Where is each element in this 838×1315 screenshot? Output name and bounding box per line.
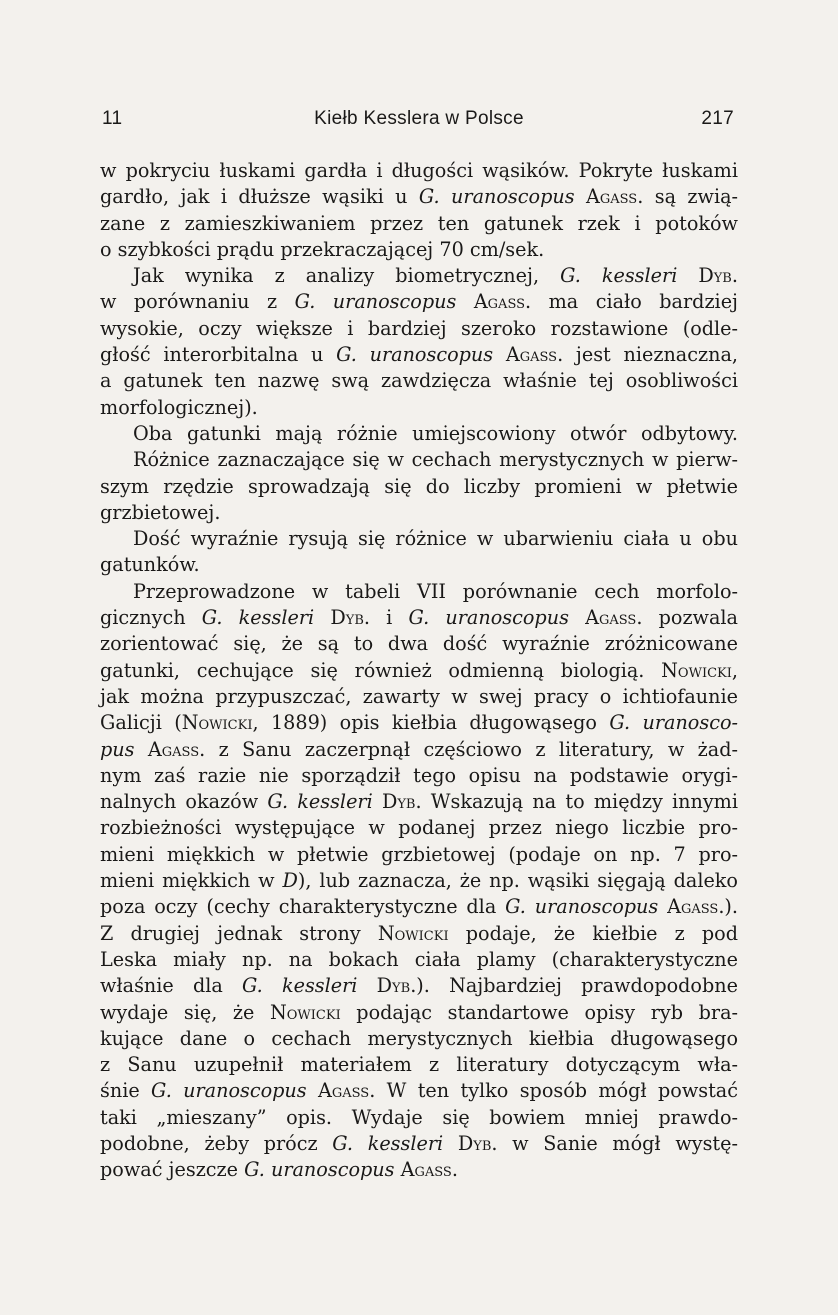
species-name: G. uranoscopus xyxy=(336,343,494,367)
text-run: rozbieżności występujące w podanej przez niego liczbie pro- xyxy=(100,816,738,840)
text-line xyxy=(100,894,738,920)
text-line xyxy=(100,211,738,237)
text-run xyxy=(575,185,586,208)
text-run: śnie xyxy=(100,1079,152,1103)
text-run: Galicji ( xyxy=(100,711,182,735)
text-line xyxy=(100,1052,738,1078)
text-run: wysokie, oczy większe i bardziej szeroko rozstawione (odle- xyxy=(100,316,738,340)
text-run: grzbietowej. xyxy=(100,500,221,524)
text-run: nalnych okazów xyxy=(100,790,268,814)
text-run: kujące dane o cechach merystycznych kiełbia długowąsego xyxy=(100,1026,738,1050)
text-run xyxy=(443,1132,458,1155)
text-line xyxy=(100,184,738,210)
text-run xyxy=(677,264,698,287)
text-line xyxy=(100,737,738,763)
author-name: Dyb xyxy=(330,606,364,630)
text-run xyxy=(658,895,667,918)
text-run: w porównaniu z xyxy=(100,290,295,314)
text-line xyxy=(100,868,738,894)
text-run: podaje, że kiełbie z pod xyxy=(448,921,738,945)
species-name: G. kessleri xyxy=(332,1131,444,1155)
text-run: głość interorbitalna u xyxy=(100,343,337,367)
text-line xyxy=(100,368,738,394)
text-run: .). Najbardziej prawdopodobne xyxy=(410,974,738,998)
text-run: Przeprowadzone w tabeli VII porównanie cech morfolo- xyxy=(133,579,738,603)
author-name: Dyb xyxy=(381,790,416,814)
text-run: Oba gatunki mają różnie umiejscowiony otwór odbytowy. xyxy=(133,421,738,445)
text-run: a gatunek ten nazwę swą zawdzięcza właśnie tej osobliwości xyxy=(100,369,738,393)
text-run: mieni miękkich w xyxy=(100,869,283,893)
text-line xyxy=(100,710,738,736)
text-line xyxy=(100,421,738,447)
species-name: G. uranoscopus xyxy=(408,606,569,630)
text-run: , 1889) opis kiełbia długowąsego xyxy=(252,711,610,735)
text-line xyxy=(100,1026,738,1052)
text-run: . W ten tylko sposób mógł powstać xyxy=(369,1079,738,1103)
text-run: morfologicznej). xyxy=(100,395,258,419)
text-run: gatunków. xyxy=(100,553,200,577)
text-line xyxy=(100,1105,738,1131)
text-run: zane z zamieszkiwaniem przez ten gatunek rzek i potoków xyxy=(100,211,738,235)
species-name: G. uranosco- xyxy=(609,711,738,735)
text-run: w pokryciu łuskami gardła i długości wąsików. Pokryte łuskami xyxy=(100,159,738,182)
text-line xyxy=(100,1078,738,1104)
text-run: gatunki, cechujące się również odmienną biologią. xyxy=(100,658,662,682)
text-run xyxy=(569,606,585,629)
text-run: . z Sanu zaczerpnął częściowo z literatury, w żad- xyxy=(199,737,738,761)
author-name: Agass xyxy=(505,343,558,367)
page-number: 217 xyxy=(701,108,734,129)
species-name: D xyxy=(282,869,298,893)
text-line xyxy=(100,658,738,684)
text-line xyxy=(100,158,738,184)
text-line xyxy=(100,789,738,815)
text-line xyxy=(100,579,738,605)
text-run: o szybkości prądu przekraczającej 70 cm/sek. xyxy=(100,237,545,261)
text-run: , xyxy=(731,658,738,682)
author-name: Agass xyxy=(147,737,200,761)
text-run: Z drugiej jednak strony xyxy=(100,921,378,945)
text-run xyxy=(357,974,376,997)
text-run: . xyxy=(451,1158,458,1182)
text-run: gardło, jak i dłuższe wąsiki u xyxy=(100,185,419,209)
text-run: . i xyxy=(363,606,409,630)
text-run: Leska miały np. na bokach ciała plamy (charakterystyczne xyxy=(100,947,738,971)
text-run: taki „mieszany” opis. Wydaje się bowiem mniej prawdo- xyxy=(100,1105,738,1129)
text-run: mieni miękkich w płetwie grzbietowej (podaje on np. 7 pro- xyxy=(100,842,738,866)
text-run: poza oczy (cechy charakterystyczne dla xyxy=(100,895,506,919)
text-run: . są zwią- xyxy=(637,185,739,209)
text-line xyxy=(100,289,738,315)
text-run: wydaje się, że xyxy=(100,1000,270,1024)
author-name: Agass xyxy=(400,1158,452,1182)
author-name: Agass xyxy=(667,895,719,919)
species-name: G. kessleri xyxy=(201,606,315,630)
text-line xyxy=(100,342,738,368)
text-run: ), lub zaznacza, że np. wąsiki sięgają daleko xyxy=(297,869,738,893)
text-line xyxy=(100,1000,738,1026)
species-name: G. uranoscopus xyxy=(244,1158,395,1182)
species-name: G. uranoscopus xyxy=(151,1079,307,1103)
species-name: G. kessleri xyxy=(242,974,358,998)
text-line xyxy=(100,552,738,578)
text-run xyxy=(456,290,473,313)
text-run: pować jeszcze xyxy=(100,1158,245,1182)
species-name: pus xyxy=(100,737,135,761)
text-run: Jak wynika z analizy biometrycznej, xyxy=(133,264,561,288)
text-run: podając standartowe opisy ryb bra- xyxy=(340,1000,738,1024)
text-run: .). xyxy=(718,895,738,919)
text-run xyxy=(135,738,148,761)
author-name: Nowicki xyxy=(181,711,253,735)
text-line xyxy=(100,526,738,552)
species-name: G. kessleri xyxy=(267,790,373,814)
author-name: Nowicki xyxy=(269,1000,341,1024)
text-run xyxy=(314,606,330,629)
text-line xyxy=(100,500,738,526)
text-run: szym rzędzie sprowadzają się do liczby promieni w płetwie xyxy=(100,474,738,498)
running-title: Kiełb Kesslera w Polsce xyxy=(314,108,524,129)
text-line xyxy=(100,921,738,947)
text-line xyxy=(100,763,738,789)
text-line xyxy=(100,605,738,631)
text-run: . w Sanie mógł wystę- xyxy=(491,1131,738,1155)
author-name: Agass xyxy=(586,185,638,209)
text-line xyxy=(100,631,738,657)
text-run xyxy=(307,1079,318,1102)
text-run xyxy=(373,790,382,813)
text-run: . ma ciało bardziej xyxy=(525,290,739,314)
text-run: z Sanu uzupełnił materiałem z literatury dotyczącym wła- xyxy=(100,1053,738,1077)
text-run: Dość wyraźnie rysują się różnice w ubarwieniu ciała u obu xyxy=(133,527,738,551)
species-name: G. uranoscopus xyxy=(505,895,659,919)
text-line xyxy=(100,947,738,973)
text-run: zorientować się, że są to dwa dość wyraźnie zróżnicowane xyxy=(100,632,738,656)
author-name: Dyb xyxy=(457,1131,492,1155)
running-header xyxy=(100,108,738,138)
body-text xyxy=(100,158,738,1184)
text-line xyxy=(100,973,738,999)
text-line xyxy=(100,316,738,342)
species-name: G. uranoscopus xyxy=(418,185,575,209)
text-run: nym zaś razie nie sporządził tego opisu na podstawie orygi- xyxy=(100,763,738,787)
text-run xyxy=(493,343,506,366)
author-name: Dyb xyxy=(376,974,411,998)
author-name: Agass xyxy=(473,290,526,314)
text-run: podobne, żeby prócz xyxy=(100,1131,333,1155)
text-line xyxy=(100,447,738,473)
author-name: Dyb xyxy=(698,264,732,288)
text-line xyxy=(100,237,738,263)
text-line xyxy=(100,395,738,421)
text-run: właśnie dla xyxy=(100,974,243,998)
author-name: Agass xyxy=(318,1079,370,1103)
section-number: 11 xyxy=(102,108,123,129)
text-line xyxy=(100,1131,738,1157)
text-run: . pozwala xyxy=(636,606,738,630)
author-name: Agass xyxy=(585,606,637,630)
text-line xyxy=(100,263,738,289)
text-run: . jest nieznaczna, xyxy=(557,343,738,367)
species-name: G. kessleri xyxy=(560,264,678,288)
text-run: . xyxy=(731,264,738,288)
text-line xyxy=(100,474,738,500)
text-run: . Wskazują na to między innymi xyxy=(415,790,738,814)
species-name: G. uranoscopus xyxy=(294,290,457,314)
text-line xyxy=(100,684,738,710)
author-name: Nowicki xyxy=(377,921,449,945)
text-run: jak można przypuszczać, zawarty w swej pracy o ichtiofaunie xyxy=(100,684,738,708)
text-line xyxy=(100,1157,738,1183)
text-run: gicznych xyxy=(100,606,202,630)
text-line xyxy=(100,842,738,868)
text-run: Różnice zaznaczające się w cechach merystycznych w pierw- xyxy=(133,448,738,472)
text-line xyxy=(100,815,738,841)
author-name: Nowicki xyxy=(661,658,732,682)
